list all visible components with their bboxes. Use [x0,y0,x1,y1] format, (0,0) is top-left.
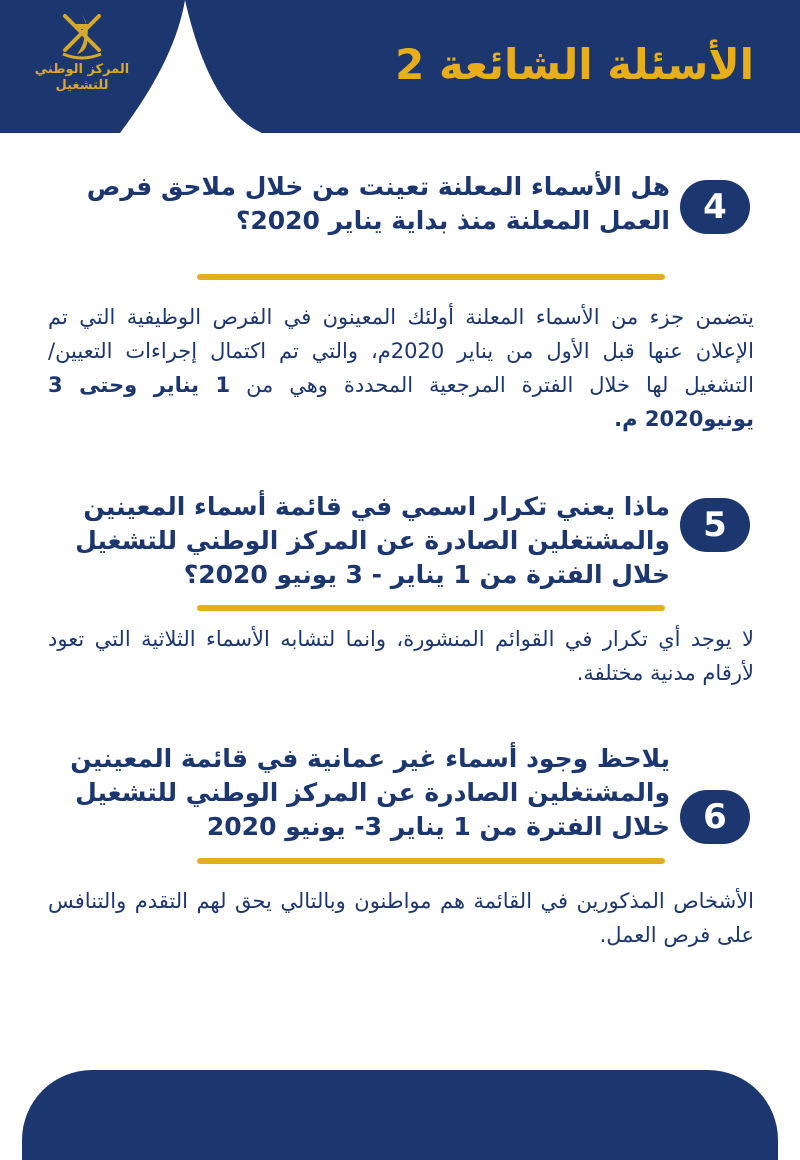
answer-text: لا يوجد أي تكرار في القوائم المنشورة، وانما لتشابه الأسماء الثلاثية التي تعود لأرقام مدنية مختلفة. [48,627,754,685]
footer-band [22,1070,778,1160]
question-text: هل الأسماء المعلنة تعينت من خلال ملاحق فرص العمل المعلنة منذ بداية يناير 2020؟ [86,172,670,235]
question-number-badge: 4 [680,180,750,234]
faq-answer-5 [48,622,754,690]
faq-question-4 [50,170,750,240]
logo-text-line1: المركز الوطني [34,62,130,77]
logo-text-line2: للتشغيل [55,78,109,93]
question-number-badge: 5 [680,498,750,552]
question-text: ماذا يعني تكرار اسمي في قائمة أسماء المعينين والمشتغلين الصادرة عن المركز الوطني للتشغيل خلال الفترة من 1 يناير - 3 يونيو 2020؟ [75,492,670,589]
section-divider [197,274,665,280]
question-number-badge: 6 [680,790,750,844]
faq-answer-6 [48,884,754,952]
section-divider [197,858,665,864]
logo [22,10,142,105]
faq-question-5 [50,490,750,594]
faq-answer-4 [48,300,754,436]
answer-date-range: 1 يناير وحتى 3 يونيو2020 م. [48,373,754,431]
section-divider [197,605,665,611]
faq-question-6 [50,742,750,846]
answer-text: الأشخاص المذكورين في القائمة هم مواطنون وبالتالي يحق لهم التقدم والتنافس على فرص العمل. [48,889,754,947]
page-title: الأسئلة الشائعة 2 [395,40,754,89]
khanjar-emblem-icon [57,10,107,62]
answer-text: يتضمن جزء من الأسماء المعلنة أولئك المعينون في الفرص الوظيفية التي تم الإعلان عنها قبل الأول من يناير 2020م، والتي تم اكتمال إجراءات التعيين/التشغيل لها خلال الفترة المرجعية المحددة وهي من [48,305,754,397]
question-text: يلاحظ وجود أسماء غير عمانية في قائمة المعينين والمشتغلين الصادرة عن المركز الوطني للتشغيل خلال الفترة من 1 يناير 3- يونيو 2020 [70,744,670,841]
